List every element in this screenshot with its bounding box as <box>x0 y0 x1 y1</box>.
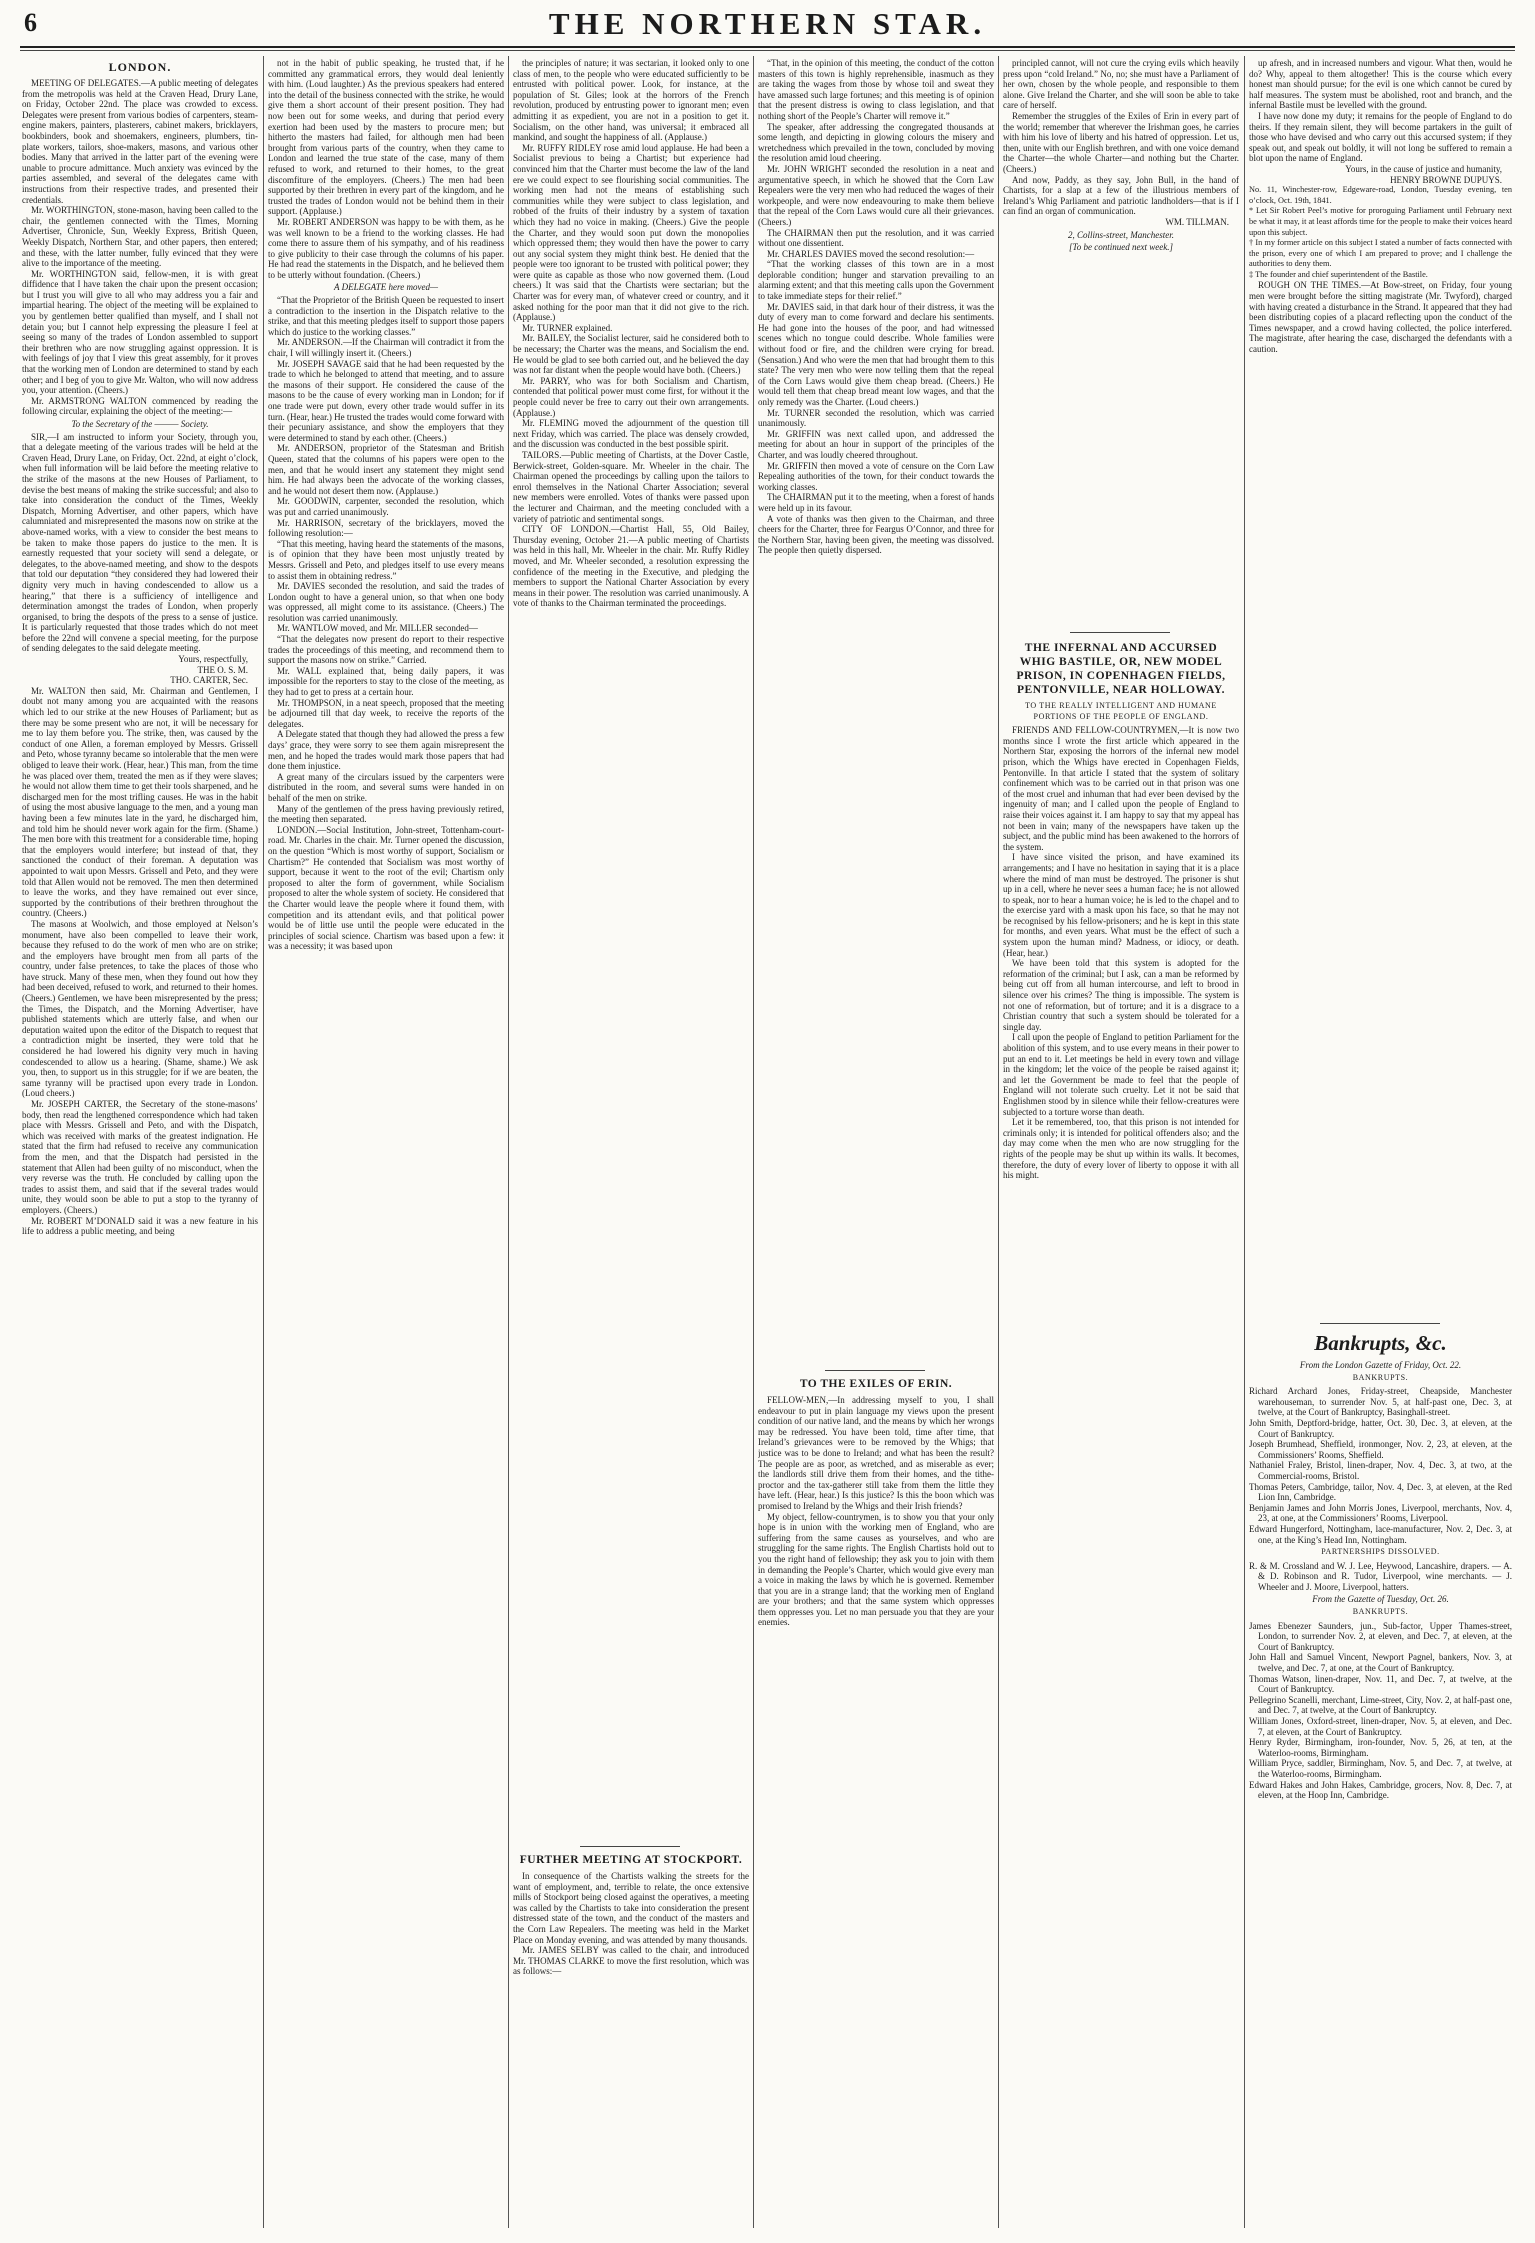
signature-line: Yours, in the cause of justice and humanity, <box>1345 163 1502 174</box>
article-paragraph: Mr. WORTHINGTON, stone-mason, having been called to the chair, the gentlemen connected with the Times, Morning Advertiser, Chronicle, Sun, Weekly Express, British Queen, Weekly Dispatch, Northern Star, and other papers, then entered; and these, with the latter number, fully evinced that they were alive to the importance of the meeting. <box>22 205 258 269</box>
article-paragraph: Mr. ROBERT ANDERSON was happy to be with them, as he was well known to be a friend to the working classes. He had come there to assure them of his sympathy, and of his readiness to give publicity to their case through the columns of his paper. He had read the statements in the Dispatch, and he believed them to be utterly without foundation. (Cheers.) <box>268 216 504 280</box>
article-paragraph: A great many of the circulars issued by the carpenters were distributed in the room, and several sums were handed in on behalf of the men on strike. <box>268 771 504 803</box>
article-paragraph: FRIENDS AND FELLOW-COUNTRYMEN,—It is now two months since I wrote the first article which appeared in the Northern Star, exposing the horrors of the infernal new model prison, which the Whigs have erected in Copenhagen Fields, Pentonville. In that article I stated that the system of solitary confinement which was to be carried out in that prison was one of the most cruel and inhuman that had ever been devised by the ingenuity of man; and I called upon the people of England to raise their voices against it. I am happy to say that my appeal has not been in vain; many of the newspapers have taken up the subject, and the public mind has been awakened to the horrors of the system. <box>1003 725 1239 852</box>
article-paragraph: Mr. WANTLOW moved, and Mr. MILLER seconded— <box>277 623 478 634</box>
article-paragraph: Let it be remembered, too, that this prison is not intended for criminals only; it is intended for political offenders also; and the day may come when the men who are now struggling for the rights of the people may be shut up within its walls. It becomes, therefore, the duty of every lover of liberty to oppose it with all his might. <box>1003 1117 1239 1181</box>
subheading: From the Gazette of Tuesday, Oct. 26. <box>1312 1594 1449 1605</box>
article-paragraph: SIR,—I am instructed to inform your Society, through you, that a delegate meeting of the various trades will be held at the Craven Head, Drury Lane, on Friday, Oct. 22nd, at eight o’clock, when full information will be laid before the meeting relative to the strike of the masons at the new Houses of Parliament, to devise the best means of making the strike successful; and also to take into consideration the conduct of the Times, Weekly Dispatch, Morning Advertiser, and other papers, which have calumniated and misrepresented the masons now on strike at the above-named works, with a view to consider the best means to be taken to make those papers do justice to the men. It is earnestly requested that your society will send a delegate, or delegates, to the above-named meeting, and show to the despots that told our deputation “they considered they had lowered their dignity very much in having condescended to allow us a hearing,” that there is a sufficiency of intelligence and determination amongst the trades of London, when properly organised, to bring the despots of the press to a sense of justice. It is particularly requested that those trades which do not meet before the 22nd will convene a special meeting, for the purpose of sending delegates to the said delegate meeting. <box>22 431 258 654</box>
section-heading: THE INFERNAL AND ACCURSED WHIG BASTILE, OR, NEW MODEL PRISON, IN COPENHAGEN FIELDS, PENTONVILLE, NEAR HOLLOWAY. <box>1016 642 1226 696</box>
section-heading: Bankrupts, &c. <box>1314 1331 1447 1355</box>
article-paragraph: Mr. GRIFFIN was next called upon, and addressed the meeting for about an hour in support of the principles of the Charter, and was loudly cheered throughout. <box>758 428 994 460</box>
article-paragraph: the principles of nature; it was sectarian, it looked only to one class of men, to the people who were educated sufficiently to be entrusted with political power. Look, for instance, at the population of St. Giles; look at the horrors of the French revolution, produced by entrusting power to ignorant men; even admitting it as expedient, you are not in a position to get it. Socialism, on the other hand, was universal; it embraced all mankind, and sought the happiness of all. (Applause.) <box>513 58 749 143</box>
article-paragraph: The speaker, after addressing the congregated thousands at some length, and depicting in glowing colours the misery and wretchedness which prevailed in the town, concluded by moving the resolution amid loud cheering. <box>758 121 994 164</box>
column-6-bankrupts <box>1249 1328 1512 2226</box>
subheading: From the London Gazette of Friday, Oct. 22. <box>1299 1360 1462 1370</box>
footnote: * Let Sir Robert Peel’s motive for proroguing Parliament until February next be what it may, it at least affords time for the people to make their voices heard upon this subject. <box>1249 206 1512 237</box>
article-paragraph: Mr. JOHN WRIGHT seconded the resolution in a neat and argumentative speech, in which he showed that the Corn Law Repealers were the very men who had reduced the wages of their workpeople, and were now endeavouring to make them believe that the repeal of the Corn Laws would cure all their grievances. (Cheers.) <box>758 163 994 227</box>
article-paragraph: “That the working classes of this town are in a most deplorable condition; hunger and starvation prevailing to an alarming extent; and that this meeting calls upon the Government to take immediate steps for their relief.” <box>758 259 994 302</box>
article-paragraph: Mr. ARMSTRONG WALTON commenced by reading the following circular, explaining the object of the meeting:— <box>22 395 258 417</box>
column-divider <box>508 56 509 2228</box>
bankrupt-entry: Edward Hakes and John Hakes, Cambridge, grocers, Nov. 8, Dec. 7, at eleven, at the Hoop Inn, Cambridge. <box>1249 1779 1512 1801</box>
article-paragraph: Mr. TURNER explained. <box>522 322 613 333</box>
footnote: † In my former article on this subject I stated a number of facts connected with the prison, every one of which I am prepared to prove; and I challenge the authorities to deny them. <box>1249 238 1512 269</box>
article-paragraph: LONDON.—Social Institution, John-street, Tottenham-court-road. Mr. Charles in the chair. Mr. Turner opened the discussion, on the question “Which is most worthy of support, Socialism or Chartism?” He contended that Socialism was most worthy of support, because it went to the root of the evil; Chartism only proposed to alter the form of government, while Socialism proposed to alter the whole system of society. He considered that the Charter would leave the people where it found them, with competition and its attendant evils, and that political power would be of little use until the people were educated in the principles of social science. Chartism was based upon a few: it was a necessity; it was based upon <box>268 824 504 952</box>
article-paragraph: Mr. FLEMING moved the adjournment of the question till next Friday, which was carried. The place was densely crowded, and the discussion was conducted in the best possible spirit. <box>513 418 749 450</box>
article-paragraph: In consequence of the Chartists walking the streets for the want of employment, and, terrible to relate, the once extensive mills of Stockport being closed against the operatives, a meeting was called by the Chartists to take into consideration the present distressed state of the town, and the conduct of the masters and the Corn Law Repealers. The meeting was held in the Market Place on Monday evening, and was attended by many thousands. <box>513 1871 749 1945</box>
article-paragraph: MEETING OF DELEGATES.—A public meeting of delegates from the metropolis was held at the Craven Head, Drury Lane, on Friday, October 22nd. The place was crowded to excess. Delegates were present from various bodies of carpenters, steam-engine makers, painters, plasterers, cabinet makers, bricklayers, bookbinders, book and shoemakers, engineers, plumbers, tin-plate workers, tailors, shoe-makers, masons, and various other bodies. Many that arrived in the latter part of the evening were unable to procure admittance. Much anxiety was evinced by the parties assembled, and several of the delegates came with instructions from their respective trades, and presented their credentials. <box>22 78 258 205</box>
bankrupt-entry: Thomas Watson, linen-draper, Nov. 11, and Dec. 7, at twelve, at the Court of Bankruptcy. <box>1249 1673 1512 1695</box>
bankrupt-entry: Henry Ryder, Birmingham, iron-founder, Nov. 5, 26, at ten, at the Waterloo-rooms, Birmingham. <box>1249 1737 1512 1758</box>
column-divider <box>753 56 754 2228</box>
article-paragraph: The CHAIRMAN then put the resolution, and it was carried without one dissentient. <box>758 227 994 249</box>
article-paragraph: Many of the gentlemen of the press having previously retired, the meeting then separated. <box>268 803 504 825</box>
bankrupt-entry: Pellegrino Scanelli, merchant, Lime-street, City, Nov. 2, at half-past one, and Dec. 7, at twelve, at the Court of Bankruptcy. <box>1249 1694 1512 1716</box>
bankrupt-entry: William Pryce, saddler, Birmingham, Nov. 5, and Dec. 7, at twelve, at the Waterloo-rooms, Birmingham. <box>1249 1758 1512 1779</box>
subheading: 2, Collins-street, Manchester. <box>1068 229 1174 240</box>
page-number: 6 <box>24 8 37 37</box>
bankrupt-entry: William Jones, Oxford-street, linen-draper, Nov. 5, at eleven, and Dec. 7, at eleven, at the Court of Bankruptcy. <box>1249 1716 1512 1737</box>
subheading: To the Secretary of the ——— Society. <box>71 419 209 429</box>
article-paragraph: Mr. WALL explained that, being daily papers, it was impossible for the reporters to stay to the close of the meeting, as they had to get to press at a certain hour. <box>268 665 504 698</box>
bankrupt-entry: John Hall and Samuel Vincent, Newport Pagnel, bankers, Nov. 3, at twelve, and Dec. 7, at one, at the Court of Bankruptcy. <box>1249 1652 1512 1674</box>
article-paragraph: Mr. CHARLES DAVIES moved the second resolution:— <box>767 248 975 259</box>
subheading: BANKRUPTS. <box>1352 1372 1409 1382</box>
section-rule <box>1070 632 1170 633</box>
article-paragraph: “That the Proprietor of the British Queen be requested to insert a contradiction to the insertion in the Dispatch relative to the strike, and that this meeting pledges itself to support those papers which do justice to the working classes.” <box>268 295 504 337</box>
article-paragraph: We have been told that this system is adopted for the reformation of the criminal; but I ask, can a man be reformed by being cut off from all human intercourse, and left to brood in silence over his crimes? The thing is impossible. The system is not one of reformation, but of torture; and it is a disgrace to a Christian country that such a system should be tolerated for a single day. <box>1003 958 1239 1032</box>
column-3-stockport <box>513 1850 749 2226</box>
article-paragraph: Mr. RUFFY RIDLEY rose amid loud applause. He had been a Socialist previous to being a Chartist; but experience had convinced him that the Charter must become the law of the land ere we could expect to see flourishing social communities. The working men had not the means of establishing such communities while they were subject to class legislation, and robbed of the fruits of their industry by a system of taxation which they had no voice in making. (Cheers.) Give the people the Charter, and they would soon put down the monopolies which oppressed them; they would then have the power to carry out any social system they might think best. He denied that the people were too ignorant to be trusted with political power; they were quite as capable as those who now governed them. (Loud cheers.) It was said that the Chartists were sectarian; but the Charter was for every man, of whatever creed or country, and it asked nothing for the poor man that it did not give to the rich. (Applause.) <box>513 142 749 323</box>
article-paragraph: I call upon the people of England to petition Parliament for the abolition of this system, and to use every means in their power to put an end to it. Let meetings be held in every town and village in the kingdom; let the voice of the people be raised against it; and let the Government be made to feel that the people of England will not tolerate such cruelty. Let it not be said that Englishmen stood by in silence while their fellow-creatures were subjected to a torture worse than death. <box>1003 1032 1239 1117</box>
bankrupt-entry: Nathaniel Fraley, Bristol, linen-draper, Nov. 4, Dec. 3, at two, at the Commercial-rooms, Bristol. <box>1249 1460 1512 1481</box>
signature-line: HENRY BROWNE DUPUYS. <box>1390 174 1502 185</box>
subheading: [To be continued next week.] <box>1069 242 1173 253</box>
article-paragraph: ROUGH ON THE TIMES.—At Bow-street, on Friday, four young men were brought before the sitting magistrate (Mr. Twyford), charged with having created a disturbance in the Strand. It appeared that they had been distributing copies of a placard reflecting upon the conduct of the Times newspaper, and a crowd having collected, the police interfered. The magistrate, after hearing the case, discharged the defendants with a caution. <box>1249 280 1512 355</box>
article-paragraph: “That the delegates now present do report to their respective trades the proceedings of this meeting, and recommend them to support the masons now on strike.” Carried. <box>268 634 504 666</box>
article-paragraph: “That this meeting, having heard the statements of the masons, is of opinion that they have been most unjustly treated by Messrs. Grissell and Peto, and pledges itself to use every means to assist them in obtaining redress.” <box>268 538 504 581</box>
section-rule <box>825 1370 925 1371</box>
bankrupt-entry: John Smith, Deptford-bridge, hatter, Oct. 30, Dec. 3, at eleven, at the Court of Bankruptcy. <box>1249 1417 1512 1439</box>
article-paragraph: Remember the struggles of the Exiles of Erin in every part of the world; remember that wherever the Irishman goes, he carries with him his love of liberty and his hatred of oppression. Let us, then, unite with our English brethren, and with one voice demand the Charter—the whole Charter—and nothing but the Charter. (Cheers.) <box>1003 110 1239 174</box>
article-paragraph: I have now done my duty; it remains for the people of England to do theirs. If they remain silent, they will become partakers in the guilt of those who have devised and who carry out this accursed system; if they speak out, and speak out boldly, it will not long be suffered to remain a blot upon the name of England. <box>1249 110 1512 164</box>
column-1 <box>22 58 258 2226</box>
article-paragraph: Mr. GOODWIN, carpenter, seconded the resolution, which was put and carried unanimously. <box>268 496 504 517</box>
section-rule <box>580 1846 680 1847</box>
bankrupt-entry: Thomas Peters, Cambridge, tailor, Nov. 4, Dec. 3, at eleven, at the Red Lion Inn, Cambridge. <box>1249 1481 1512 1503</box>
article-paragraph: And now, Paddy, as they say, John Bull, in the hand of Chartists, for a slap at a few of the illustrious members of Ireland’s Whig Parliament and patriotic landholders—that is if I can find an organ of communication. <box>1003 174 1239 217</box>
column-5-bastile <box>1003 638 1239 2226</box>
masthead-rule <box>20 46 1515 48</box>
masthead-title: THE NORTHERN STAR. <box>548 6 987 41</box>
footnote: ‡ The founder and chief superintendent of the Bastile. <box>1249 269 1428 279</box>
article-paragraph: Mr. BAILEY, the Socialist lecturer, said he considered both to be necessary; the Charter was the means, and Socialism the end. He would be glad to see both carried out, and he believed the day was not far distant when the people would have both. (Cheers.) <box>513 333 749 376</box>
subheading: PARTNERSHIPS DISSOLVED. <box>1321 1547 1440 1557</box>
article-paragraph: A Delegate stated that though they had allowed the press a few days’ grace, they were sorry to see them again misrepresent the men, and he hoped the trades would mark those papers that had done them injustice. <box>268 729 504 772</box>
column-6-top <box>1249 58 1512 1320</box>
subheading: BANKRUPTS. <box>1352 1607 1409 1617</box>
article-paragraph: Mr. TURNER seconded the resolution, which was carried unanimously. <box>758 407 994 429</box>
bankrupt-entry: R. & M. Crossland and W. J. Lee, Heywood, Lancashire, drapers. — A. & D. Robinson and R. Tudor, Liverpool, wine merchants. — J. Wheeler and J. Moore, Liverpool, hatters. <box>1249 1560 1512 1592</box>
column-divider <box>1244 56 1245 2228</box>
masthead-rule-thin <box>20 50 1515 51</box>
section-heading: LONDON. <box>108 60 172 74</box>
footnote: No. 11, Winchester-row, Edgeware-road, London, Tuesday evening, ten o’clock, Oct. 19th, 1841. <box>1249 185 1512 205</box>
column-divider <box>998 56 999 2228</box>
article-paragraph: I have since visited the prison, and have examined its arrangements; and I have no hesitation in saying that it is a place where the mind of man must be destroyed. The prisoner is shut up in a cell, where he never sees a human face; he is not allowed to speak, nor to hear a human voice; he is led to the chapel and to the exercise yard with a mask upon his face, so that he may not be recognised by his fellow-prisoners; and he is kept in this state for months, and even years. What must be the effect of such a system upon the human mind? Madness, or idiocy, or death. (Hear, hear.) <box>1003 852 1239 958</box>
column-5-top <box>1003 58 1239 628</box>
section-heading: TO THE EXILES OF ERIN. <box>799 1378 953 1390</box>
article-paragraph: Mr. THOMPSON, in a neat speech, proposed that the meeting be adjourned till that day week, to receive the reports of the delegates. <box>268 697 504 729</box>
bankrupt-entry: James Ebenezer Saunders, jun., Sub-factor, Upper Thames-street, London, to surrender Nov. 2, at eleven, and Dec. 7, at eleven, at the Court of Bankruptcy. <box>1249 1620 1512 1652</box>
signature-line: Yours, respectfully, <box>178 654 248 665</box>
article-paragraph: My object, fellow-countrymen, is to show you that your only hope is in union with the working men of England, who are suffering from the same causes as yourselves, and who are struggling for the same rights. The English Chartists hold out to you the right hand of fellowship; they ask you to join with them in demanding the People’s Charter, which would give every man a voice in making the laws by which he is governed. Remember that you are in a strange land; that the working men of England are your brothers; and that the same system which oppresses them oppresses you. Let no man persuade you that they are your enemies. <box>758 1511 994 1628</box>
article-paragraph: “That, in the opinion of this meeting, the conduct of the cotton masters of this town is highly reprehensible, inasmuch as they are taking the wages from those by whose toil and sweat they have amassed such large fortunes; and this meeting is of opinion that the present distress is owing to class legislation, and that nothing short of the People’s Charter will remove it.” <box>758 58 994 121</box>
signature-line: WM. TILLMAN. <box>1165 216 1229 227</box>
article-paragraph: Mr. ROBERT M’DONALD said it was a new feature in his life to address a public meeting, and being <box>22 1215 258 1237</box>
subheading: A DELEGATE here moved— <box>334 282 438 293</box>
signature-line: THO. CARTER, Sec. <box>170 675 248 686</box>
article-paragraph: Mr. GRIFFIN then moved a vote of censure on the Corn Law Repealing authorities of the town, for their conduct towards the working classes. <box>758 460 994 492</box>
article-paragraph: not in the habit of public speaking, he trusted that, if he committed any grammatical errors, they would deal leniently with him. (Loud laughter.) As the previous speakers had entered into the detail of the business connected with the strike, he would give them a short account of their present position. They had now been out for some weeks, and during that period every exertion had been used by the masters to procure men; but hitherto the masters had failed, for although men had been brought from various parts of the country, when they came to London and learned the true state of the case, many of them refused to work, and returned to their homes, to the great discomfiture of the employers. (Cheers.) The men had been supported by their brethren in every part of the kingdom, and he trusted the trades of London would not be behind them in their support. (Applause.) <box>268 58 504 217</box>
article-paragraph: Mr. HARRISON, secretary of the bricklayers, moved the following resolution:— <box>268 517 504 539</box>
article-paragraph: CITY OF LONDON.—Chartist Hall, 55, Old Bailey, Thursday evening, October 21.—A public meeting of Chartists was held in this hall, Mr. Wheeler in the chair. Mr. Ruffy Ridley moved, and Mr. Wheeler seconded, a resolution expressing the confidence of the meeting in the Executive, and pledging the members to support the National Charter Association by every means in their power. The resolution was carried unanimously. A vote of thanks to the Chairman terminated the proceedings. <box>513 524 749 609</box>
article-paragraph: Mr. WALTON then said, Mr. Chairman and Gentlemen, I doubt not many among you are acquainted with the reasons which led to our strike at the new Houses of Parliament; but as there may be some present who are not, it will be necessary for me to lay them before you. The strike, then, was caused by the conduct of one Allen, a foreman employed by Messrs. Grissell and Peto, whose tyranny became so intolerable that the men were obliged to leave their work. (Hear, hear.) This man, from the time he was placed over them, treated the men as if they were slaves; he would not allow them time to get their tools sharpened, and he discharged men for the most trifling causes. He was in the habit of using the most abusive language to the men, and a young man having been a few minutes late in the yard, he discharged him, and told him he should never work again for the firm. (Shame.) The men bore with this treatment for a considerable time, hoping that the employers would interfere; but instead of that, they sanctioned the conduct of their foreman. A deputation was appointed to wait upon Messrs. Grissell and Peto, and they were told that Allen would not be removed. The men then determined to leave the works, and they have remained out ever since, supported by the contributions of their brethren throughout the country. (Cheers.) <box>22 685 258 919</box>
column-4-top <box>758 58 994 1366</box>
article-paragraph: Mr. JOSEPH SAVAGE said that he had been requested by the trade to which he belonged to attend that meeting, and to assure the masons of their support. He considered the cause of the masons to be the cause of every working man in London; for if one trade were put down, every other trade would suffer in its turn. (Hear, hear.) He trusted the trades would come forward with their pecuniary assistance, and show the employers that they were determined to stand by each other. (Cheers.) <box>268 358 504 443</box>
article-paragraph: Mr. DAVIES seconded the resolution, and said the trades of London ought to have a general union, so that when one body was oppressed, all might come to its assistance. (Cheers.) The resolution was carried unanimously. <box>268 581 504 623</box>
article-paragraph: FELLOW-MEN,—In addressing myself to you, I shall endeavour to put in plain language my views upon the present condition of our native land, and the means by which her wrongs may be redressed. You have been told, time after time, that Ireland’s grievances were to be removed by the Whigs; that justice was to be done to Ireland; and what has been the result? The people are as poor, as wretched, and as miserable as ever; the landlords still drive them from their homes, and the tithe-proctor and the tax-gatherer still take from them the little they have left. (Hear, hear.) Is this justice? Is this the boon which was promised to Ireland by the Whigs and their Irish friends? <box>758 1395 994 1511</box>
section-heading: FURTHER MEETING AT STOCKPORT. <box>519 1854 743 1866</box>
article-paragraph: The CHAIRMAN put it to the meeting, when a forest of hands were held up in its favour. <box>758 492 994 513</box>
section-rule <box>1320 1323 1440 1324</box>
column-4-exiles <box>758 1374 994 2226</box>
article-paragraph: The masons at Woolwich, and those employed at Nelson’s monument, have also been compelled to leave their work, because they refused to do the work of men who are on strike; and the employers have brought men from all parts of the country, under false pretences, to take the places of those who have struck. Many of these men, when they found out how they had been deceived, refused to work, and returned to their homes. (Cheers.) Gentlemen, we have been misrepresented by the press; the Times, the Dispatch, and the Morning Advertiser, have published statements which are utterly false, and when our deputation waited upon the editor of the Dispatch to request that a contradiction might be inserted, they were told that he considered he had lowered his dignity very much in having condescended to allow us a hearing. (Shame, shame.) We ask you, then, to support us in this struggle; for if we are beaten, the same tyranny will be practised upon every trade in London. (Loud cheers.) <box>22 918 258 1099</box>
article-paragraph: Mr. ANDERSON.—If the Chairman will contradict it from the chair, I will willingly insert it. (Cheers.) <box>268 337 504 359</box>
article-paragraph: Mr. DAVIES said, in that dark hour of their distress, it was the duty of every man to come forward and declare his sentiments. He had gone into the houses of the poor, and had witnessed scenes which no tongue could describe. Whole families were without food or fire, and the children were crying for bread. (Sensation.) And who were the men that had brought them to this state? The very men who were now telling them that the repeal of the Corn Laws would give them cheap bread. (Cheers.) He would tell them that cheap bread meant low wages, and that the only remedy was the Charter. (Loud cheers.) <box>758 301 994 407</box>
article-paragraph: up afresh, and in increased numbers and vigour. What then, would he do? Why, appeal to them altogether! This is the course which every honest man should pursue; for the evil is one which cannot be cured by half measures. The system must be abolished, root and branch, and the infernal Bastile must be levelled with the ground. <box>1249 58 1512 111</box>
column-2 <box>268 58 504 2226</box>
article-paragraph: Mr. JAMES SELBY was called to the chair, and introduced Mr. THOMAS CLARKE to move the first resolution, which was as follows:— <box>513 1945 749 1977</box>
article-paragraph: TAILORS.—Public meeting of Chartists, at the Dover Castle, Berwick-street, Golden-square. Mr. Wheeler in the chair. The Chairman opened the proceedings by calling upon the tailors to enrol themselves in the National Charter Association; several new members were enrolled. Votes of thanks were passed upon the lecturer and Chairman, and the meeting concluded with a variety of patriotic and sentimental songs. <box>513 449 749 524</box>
bankrupt-entry: Edward Hungerford, Nottingham, lace-manufacturer, Nov. 2, Dec. 3, at one, at the King’s Head Inn, Nottingham. <box>1249 1523 1512 1545</box>
signature-line: THE O. S. M. <box>197 664 248 675</box>
article-paragraph: principled cannot, will not cure the crying evils which heavily press upon “cold Ireland.” No, no; she must have a Parliament of her own, chosen by the whole people, and responsible to them alone. Give Ireland the Charter, and she will soon be able to take care of herself. <box>1003 58 1239 111</box>
bankrupt-entry: Benjamin James and John Morris Jones, Liverpool, merchants, Nov. 4, 23, at one, at the Commissioners’ Rooms, Liverpool. <box>1249 1502 1512 1524</box>
article-paragraph: Mr. PARRY, who was for both Socialism and Chartism, contended that political power must come first, for without it the people could never be free to carry out their own arrangements. (Applause.) <box>513 375 749 418</box>
article-paragraph: A vote of thanks was then given to the Chairman, and three cheers for the Charter, three for Feargus O’Connor, and three for the Northern Star, having been given, the meeting was dissolved. The people then quietly dispersed. <box>758 513 994 556</box>
article-paragraph: Mr. WORTHINGTON said, fellow-men, it is with great diffidence that I have taken the chair upon the present occasion; but I trust you will give to all who may address you a fair and impartial hearing. The object of the meeting will be explained to you by gentlemen better qualified than myself, and I shall not detain you; but I cannot help expressing the pleasure I feel at seeing so many of the trades of London assembled to support their brethren who are now struggling against oppression. It is with feelings of joy that I view this great assembly, for it proves that the working men of London are determined to stand by each other; and I beg of you to give Mr. Walton, who will now address you, your attention. (Cheers.) <box>22 268 258 396</box>
bankrupt-entry: Joseph Brumhead, Sheffield, ironmonger, Nov. 2, 23, at eleven, at the Commissioners’ Rooms, Sheffield. <box>1249 1439 1512 1460</box>
column-divider <box>263 56 264 2228</box>
article-paragraph: Mr. JOSEPH CARTER, the Secretary of the stone-masons’ body, then read the lengthened correspondence which had taken place with Messrs. Grissell and Peto, and with the Dispatch, which was received with marks of the greatest indignation. He stated that the firm had refused to receive any communication from the men, and that the Dispatch had persisted in the statement that Allen had been guilty of no misconduct, when the very reverse was the truth. He concluded by calling upon the trades to assist them, and said that if the several trades would unite, they would soon be able to put a stop to the tyranny of employers. (Cheers.) <box>22 1099 258 1215</box>
article-paragraph: Mr. ANDERSON, proprietor of the Statesman and British Queen, stated that the columns of his papers were open to the men, and that he would insert any statement they might send him. He had always been the advocate of the working classes, and he would not desert them now. (Applause.) <box>268 443 504 496</box>
column-3-top <box>513 58 749 1841</box>
bankrupt-entry: Richard Archard Jones, Friday-street, Cheapside, Manchester warehouseman, to surrender Nov. 5, at half-past one, Dec. 3, at twelve, at the Court of Bankruptcy, Basinghall-street. <box>1249 1386 1512 1418</box>
subheading: TO THE REALLY INTELLIGENT AND HUMANE PORTIONS OF THE PEOPLE OF ENGLAND. <box>1025 701 1217 721</box>
